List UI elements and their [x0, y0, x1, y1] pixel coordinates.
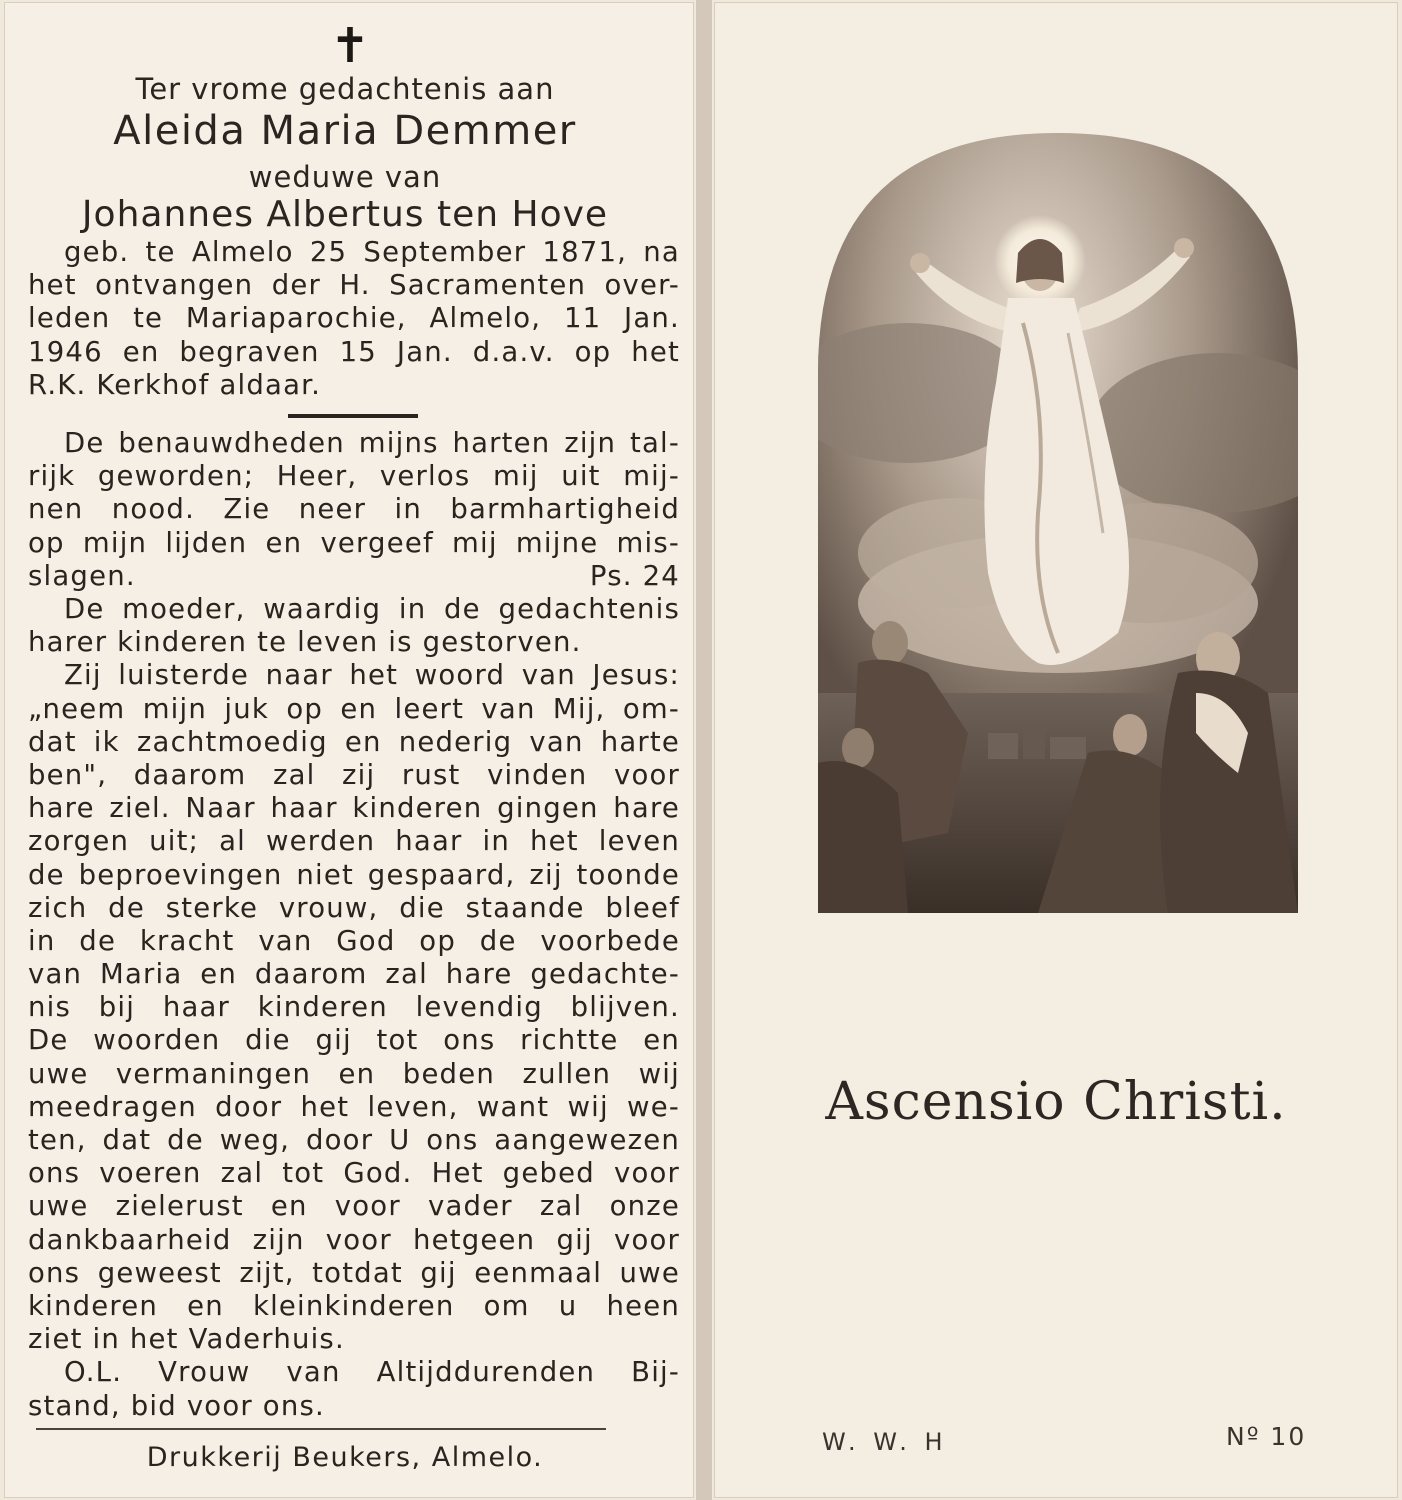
tribute-line: De moeder, waardig in de gedachtenis [64, 593, 680, 625]
ascension-illustration [818, 133, 1298, 913]
prayer-line: nen nood. Zie neer in barmhartigheid [28, 493, 680, 526]
intro-line: Ter vrome gedachtenis aan [135, 72, 555, 106]
short-divider [288, 414, 418, 418]
printer-credit: Drukkerij Beukers, Almelo. [146, 1442, 544, 1473]
cross-icon: ✝ [329, 18, 371, 74]
card-number: Nº 10 [1226, 1422, 1307, 1451]
tribute-block [28, 593, 680, 1423]
tribute-line: zich de sterke vrouw, die staande bleef [28, 891, 680, 924]
tribute-line: Zij luisterde naar het woord van Jesus: [64, 659, 680, 692]
tribute-line: harer kinderen te leven is gestorven. [28, 626, 582, 659]
biography-block [28, 236, 680, 402]
bio-line: R.K. Kerkhof aldaar. [28, 368, 322, 401]
tribute-line: in de kracht van God op de voorbede [28, 924, 680, 957]
tribute-line: hare ziel. Naar haar kinderen gingen hare [28, 792, 680, 825]
husband-name: Johannes Albertus ten Hove [81, 194, 609, 235]
tribute-line: uwe vermaningen en beden zullen wij [28, 1057, 680, 1090]
prayer-line: De benauwdheden mijns harten zijn tal- [64, 427, 680, 459]
bio-line: 1946 en begraven 15 Jan. d.a.v. op het [28, 335, 680, 368]
bio-line: het ontvangen der H. Sacramenten over- [28, 269, 680, 302]
card-gap [696, 0, 712, 1500]
bio-line: geb. te Almelo 25 September 1871, na [64, 236, 680, 268]
tribute-line: ben", daarom zal zij rust vinden voor [28, 758, 680, 791]
prayer-line: op mijn lijden en vergeef mij mijne mis- [28, 526, 680, 559]
tribute-line: de beproevingen niet gespaard, zij toonde [28, 858, 680, 891]
prayer-block [28, 427, 680, 593]
widow-of-line: weduwe van [248, 160, 442, 194]
tribute-line: De woorden die gij tot ons richtte en [28, 1024, 680, 1057]
tribute-line: ziet in het Vaderhuis. [28, 1323, 345, 1356]
tribute-line: meedragen door het leven, want wij we- [28, 1090, 680, 1123]
psalm-line [28, 560, 680, 593]
prayer-line: rijk geworden; Heer, verlos mij uit mij- [28, 460, 680, 493]
tribute-line: „neem mijn juk op en leert van Mij, om- [28, 692, 680, 725]
ascension-picture [818, 133, 1298, 913]
psalm-line-start: slagen. [28, 559, 136, 592]
tribute-line: stand, bid voor ons. [28, 1389, 325, 1422]
tribute-line: van Maria en daarom zal hare gedachte- [28, 958, 680, 991]
tribute-line: nis bij haar kinderen levendig blijven. [28, 991, 680, 1024]
publisher-mark: W. W. H [822, 1428, 948, 1456]
tribute-line: O.L. Vrouw van Altijddurenden Bij- [64, 1356, 680, 1389]
bio-line: leden te Mariaparochie, Almelo, 11 Jan. [28, 302, 680, 335]
picture-caption: Ascensio Christi. [825, 1072, 1287, 1132]
tribute-line: kinderen en kleinkinderen om u heen [28, 1289, 680, 1322]
tribute-line: uwe zielerust en voor vader zal onze [28, 1190, 680, 1223]
footer-divider [36, 1428, 606, 1430]
tribute-line: ten, dat de weg, door U ons aangewezen [28, 1124, 680, 1156]
psalm-reference: Ps. 24 [589, 559, 680, 592]
tribute-line: zorgen uit; al werden haar in het leven [28, 825, 680, 858]
tribute-line: ons voeren zal tot God. Het gebed voor [28, 1157, 680, 1190]
deceased-name: Aleida Maria Demmer [113, 108, 577, 154]
tribute-line: ons geweest zijt, totdat gij eenmaal uwe [28, 1256, 680, 1289]
tribute-line: dankbaarheid zijn voor hetgeen gij voor [28, 1223, 680, 1256]
tribute-line: dat ik zachtmoedig en nederig van harte [28, 725, 680, 758]
